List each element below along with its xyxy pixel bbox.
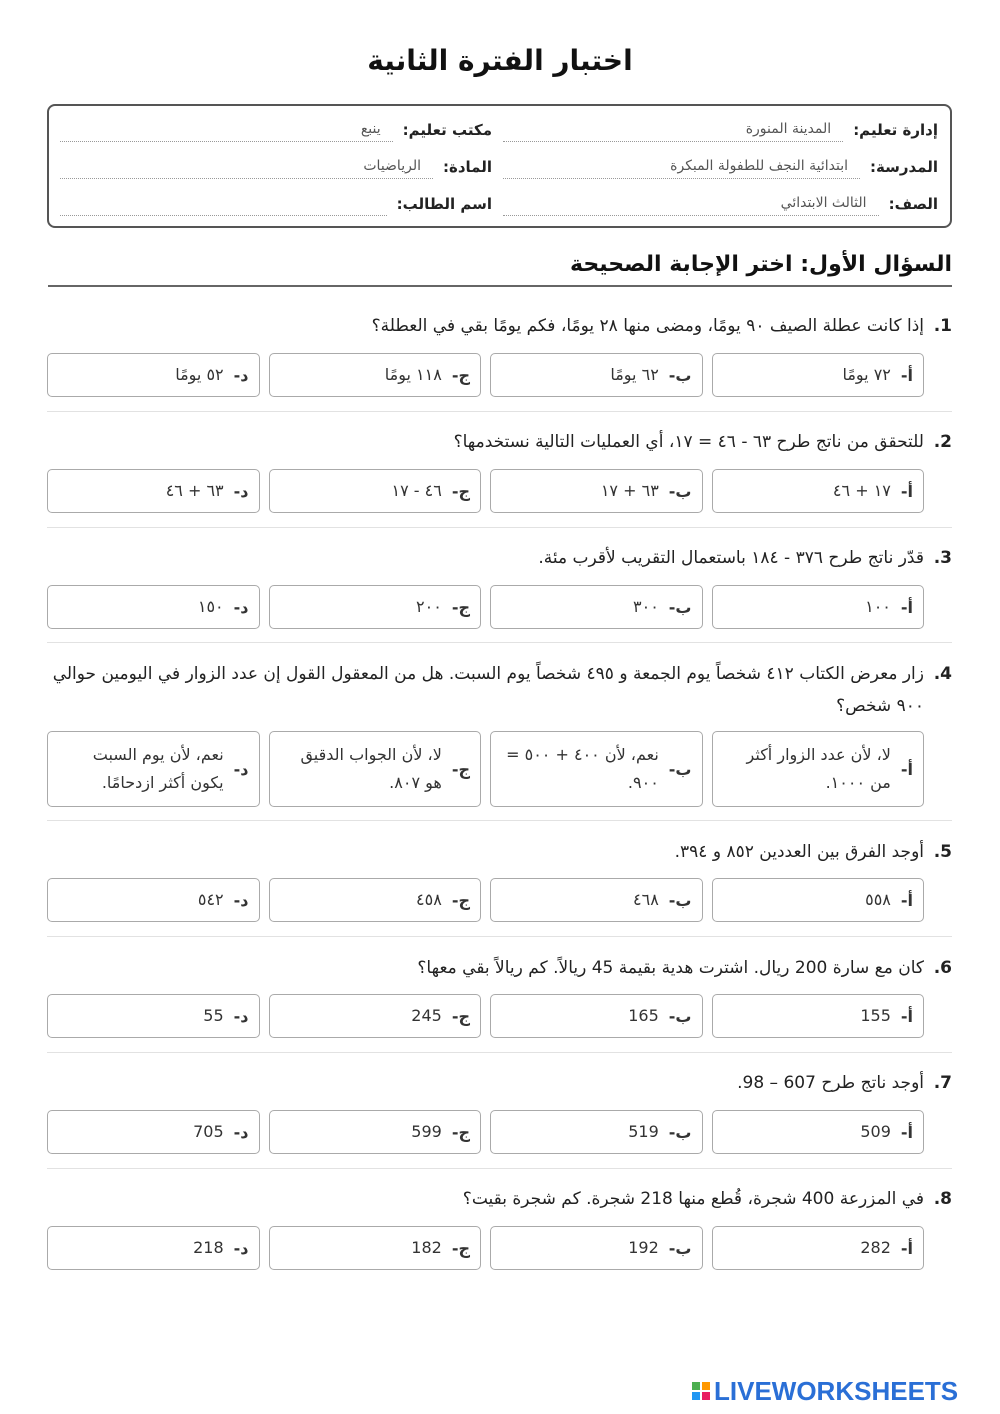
student-name-input[interactable] <box>60 195 387 216</box>
section-title: السؤال الأول: اختر الإجابة الصحيحة <box>48 252 952 287</box>
option-b[interactable]: ب- ٣٠٠ <box>490 585 703 629</box>
option-b[interactable]: ب- ٦٣ + ١٧ <box>490 469 703 513</box>
option-a[interactable]: أ- 155 <box>712 994 925 1038</box>
question-text: أوجد الفرق بين العددين ٨٥٢ و ٣٩٤. <box>674 842 924 862</box>
office-label: مكتب تعليم: <box>402 121 492 139</box>
question-4-options <box>47 731 924 807</box>
divider <box>47 936 952 937</box>
question-number: 4. <box>933 664 952 684</box>
divider <box>47 411 952 412</box>
question-5 <box>47 836 952 868</box>
option-c[interactable]: ج- ١١٨ يومًا <box>269 353 482 397</box>
question-3-options <box>47 585 924 629</box>
question-2-options <box>47 469 924 513</box>
question-number: 2. <box>933 432 952 452</box>
question-text: زار معرض الكتاب ٤١٢ شخصاً يوم الجمعة و ٤٩٥ شخصاً يوم السبت. هل من المعقول القول إن عدد الزوار في اليومين حوالي ٩٠٠ شخص؟ <box>52 664 924 716</box>
option-b[interactable]: ب- 519 <box>490 1110 703 1154</box>
question-number: 6. <box>933 958 952 978</box>
question-text: للتحقق من ناتج طرح ٦٣ - ٤٦ = ١٧، أي العمليات التالية نستخدمها؟ <box>453 432 924 452</box>
question-text: أوجد ناتج طرح 607 – 98. <box>737 1073 924 1093</box>
logo-text: LIVEWORKSHEETS <box>714 1375 959 1406</box>
logo-mark-icon <box>692 1382 710 1400</box>
question-1 <box>47 310 952 342</box>
subject-label: المادة: <box>442 158 492 176</box>
admin-field <box>503 116 938 142</box>
page-title: اختبار الفترة الثانية <box>367 44 633 77</box>
question-7-options <box>47 1110 924 1154</box>
option-c[interactable]: ج- ٤٦ - ١٧ <box>269 469 482 513</box>
subject-value[interactable]: الرياضيات <box>60 158 433 179</box>
question-6 <box>47 952 952 984</box>
question-8 <box>47 1183 952 1215</box>
option-d[interactable]: د- 705 <box>47 1110 260 1154</box>
option-a[interactable]: أ- 282 <box>712 1226 925 1270</box>
admin-value[interactable]: المدينة المنورة <box>503 121 843 142</box>
option-d[interactable]: د- ١٥٠ <box>47 585 260 629</box>
divider <box>47 1168 952 1169</box>
option-c[interactable]: ج- لا، لأن الجواب الدقيق هو ٨٠٧. <box>269 731 482 807</box>
question-1-options <box>47 353 924 397</box>
option-b[interactable]: ب- ٤٦٨ <box>490 878 703 922</box>
option-d[interactable]: د- نعم، لأن يوم السبت يكون أكثر ازدحامًا. <box>47 731 260 807</box>
question-5-options <box>47 878 924 922</box>
student-name-label: اسم الطالب: <box>396 195 492 213</box>
office-field <box>60 116 492 142</box>
option-b[interactable]: ب- 165 <box>490 994 703 1038</box>
admin-label: إدارة تعليم: <box>853 121 938 139</box>
question-number: 7. <box>933 1073 952 1093</box>
header-info-box <box>47 104 952 228</box>
student-name-field <box>60 190 492 216</box>
option-c[interactable]: ج- ٤٥٨ <box>269 878 482 922</box>
liveworksheets-logo <box>692 1376 958 1406</box>
option-d[interactable]: د- ٥٤٢ <box>47 878 260 922</box>
option-d[interactable]: د- 218 <box>47 1226 260 1270</box>
school-label: المدرسة: <box>870 158 938 176</box>
question-text: كان مع سارة 200 ريال. اشترت هدية بقيمة 45 ريالاً. كم ريالاً بقي معها؟ <box>417 958 924 978</box>
question-text: في المزرعة 400 شجرة، قُطع منها 218 شجرة. كم شجرة بقيت؟ <box>462 1189 924 1209</box>
option-c[interactable]: ج- ٢٠٠ <box>269 585 482 629</box>
option-d[interactable]: د- ٦٣ + ٤٦ <box>47 469 260 513</box>
option-c[interactable]: ج- 182 <box>269 1226 482 1270</box>
grade-field <box>503 190 938 216</box>
grade-label: الصف: <box>888 195 938 213</box>
office-value[interactable]: ينبع <box>60 121 393 142</box>
question-text: إذا كانت عطلة الصيف ٩٠ يومًا، ومضى منها ٢٨ يومًا، فكم يومًا بقي في العطلة؟ <box>371 316 924 336</box>
question-number: 5. <box>933 842 952 862</box>
question-6-options <box>47 994 924 1038</box>
question-3 <box>47 542 952 574</box>
option-c[interactable]: ج- 599 <box>269 1110 482 1154</box>
question-number: 3. <box>933 548 952 568</box>
subject-field <box>60 153 492 179</box>
option-c[interactable]: ج- 245 <box>269 994 482 1038</box>
divider <box>47 820 952 821</box>
option-a[interactable]: أ- 509 <box>712 1110 925 1154</box>
option-d[interactable]: د- ٥٢ يومًا <box>47 353 260 397</box>
option-a[interactable]: أ- ١٧ + ٤٦ <box>712 469 925 513</box>
question-7 <box>47 1067 952 1099</box>
question-4 <box>47 658 952 722</box>
question-number: 1. <box>933 316 952 336</box>
question-2 <box>47 426 952 458</box>
divider <box>47 527 952 528</box>
option-b[interactable]: ب- 192 <box>490 1226 703 1270</box>
option-a[interactable]: أ- ٥٥٨ <box>712 878 925 922</box>
option-a[interactable]: أ- لا، لأن عدد الزوار أكثر من ١٠٠٠. <box>712 731 925 807</box>
divider <box>47 1052 952 1053</box>
divider <box>47 642 952 643</box>
option-b[interactable]: ب- نعم، لأن ٤٠٠ + ٥٠٠ = ٩٠٠. <box>490 731 703 807</box>
school-field <box>503 153 938 179</box>
option-b[interactable]: ب- ٦٢ يومًا <box>490 353 703 397</box>
question-text: قدّر ناتج طرح ٣٧٦ - ١٨٤ باستعمال التقريب لأقرب مئة. <box>538 548 924 568</box>
option-a[interactable]: أ- ٧٢ يومًا <box>712 353 925 397</box>
question-8-options <box>47 1226 924 1270</box>
grade-value[interactable]: الثالث الابتدائي <box>503 195 879 216</box>
question-number: 8. <box>933 1189 952 1209</box>
option-d[interactable]: د- 55 <box>47 994 260 1038</box>
option-a[interactable]: أ- ١٠٠ <box>712 585 925 629</box>
school-value[interactable]: ابتدائية النجف للطفولة المبكرة <box>503 158 860 179</box>
